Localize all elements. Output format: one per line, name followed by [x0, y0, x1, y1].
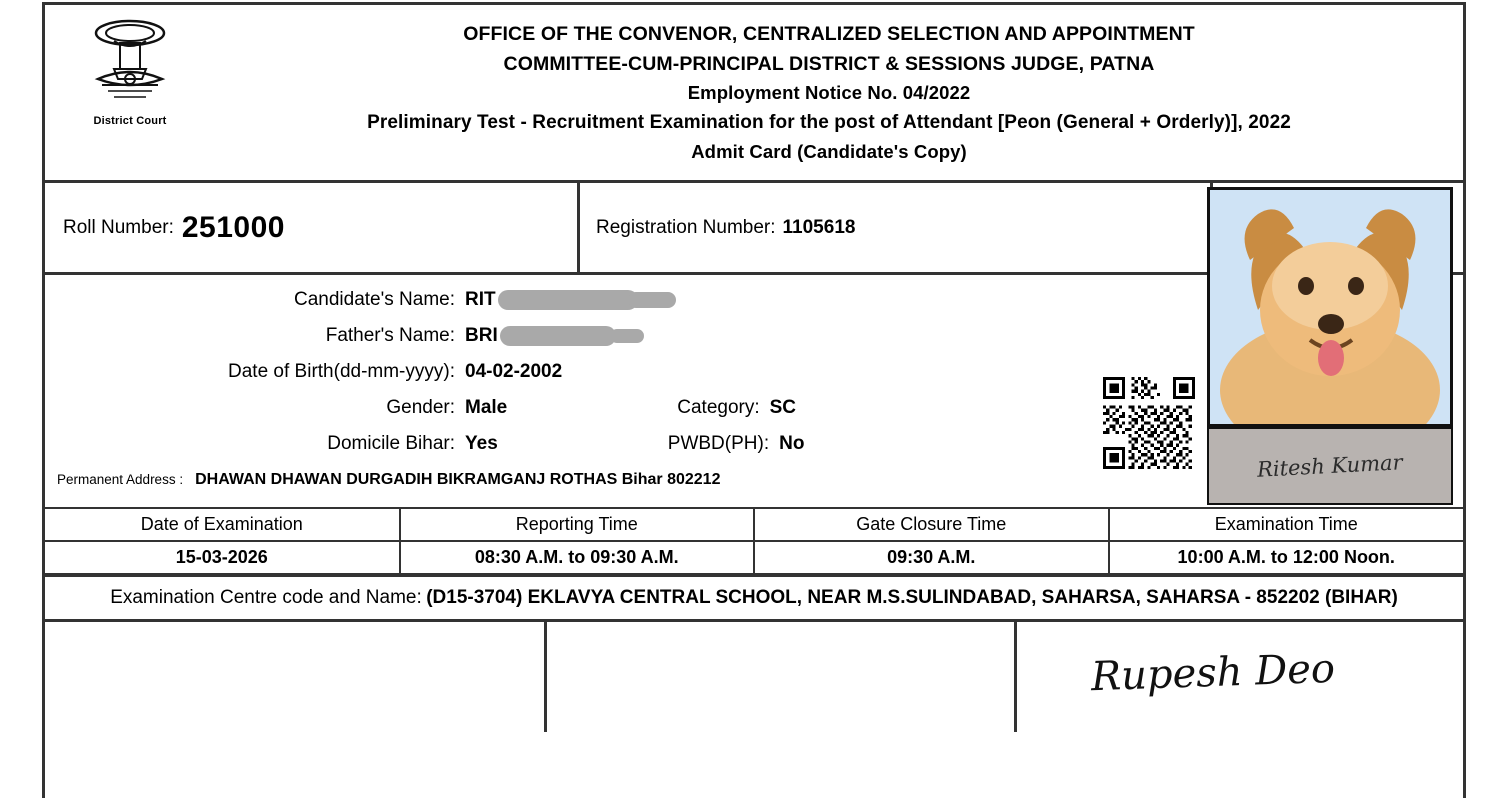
registration-number-value: 1105618	[782, 216, 856, 238]
col-header-date: Date of Examination	[45, 509, 400, 541]
candidate-signature-box	[1207, 427, 1453, 505]
exam-schedule-table	[45, 509, 1463, 575]
header-title-block	[215, 5, 1463, 180]
candidate-name-redaction	[498, 290, 638, 310]
header-line-3: Employment Notice No. 04/2022	[687, 82, 971, 104]
domicile-label: Domicile Bihar:	[327, 433, 455, 454]
emblem-cell	[45, 5, 215, 180]
candidate-details-section	[45, 275, 1463, 509]
registration-number-label: Registration Number:	[596, 216, 776, 238]
col-header-reporting-time: Reporting Time	[400, 509, 755, 541]
col-header-exam-time: Examination Time	[1109, 509, 1464, 541]
candidate-name-redaction-2	[628, 292, 676, 308]
domicile-value: Yes	[465, 433, 498, 454]
roll-number-label: Roll Number:	[63, 216, 174, 238]
candidate-name-text: RIT	[465, 289, 496, 310]
card-header	[45, 5, 1463, 183]
permanent-address-label: Permanent Address :	[57, 472, 184, 487]
candidate-signature-text: Ritesh Kumar	[1256, 450, 1404, 482]
district-court-emblem-icon	[62, 13, 198, 125]
candidate-name-value	[465, 289, 676, 311]
father-name-redaction-2	[610, 329, 644, 343]
signature-cell-middle	[547, 622, 1017, 732]
category-value: SC	[769, 397, 797, 418]
candidate-photo	[1207, 187, 1453, 427]
pwbd-value: No	[779, 433, 805, 454]
header-line-2: COMMITTEE-CUM-PRINCIPAL DISTRICT & SESSIONS JUDGE, PATNA	[503, 53, 1155, 76]
exam-centre-row	[45, 575, 1463, 622]
roll-number-cell	[45, 183, 580, 272]
dob-value: 04-02-2002	[465, 361, 563, 382]
exam-centre-label: Examination Centre code and Name:	[110, 587, 422, 608]
signature-cell-left	[45, 622, 547, 732]
col-header-gate-closure: Gate Closure Time	[754, 509, 1109, 541]
cell-exam-date: 15-03-2026	[45, 541, 400, 574]
roll-number-value: 251000	[181, 210, 285, 244]
candidate-name-label: Candidate's Name:	[294, 289, 455, 310]
father-name-label: Father's Name:	[325, 325, 455, 346]
category-label: Category:	[677, 397, 760, 418]
qr-code-icon	[1103, 377, 1195, 469]
father-name-redaction	[500, 326, 616, 346]
officer-signature: Rupesh Deo	[1090, 645, 1336, 701]
father-name-text: BRI	[465, 325, 498, 346]
exam-centre-value: (D15-3704) EKLAVYA CENTRAL SCHOOL, NEAR M.S.SULINDABAD, SAHARSA, SAHARSA - 852202 (BIHAR)	[426, 587, 1398, 608]
dob-label: Date of Birth(dd-mm-yyyy):	[228, 361, 455, 382]
cell-gate-closure-time: 09:30 A.M.	[754, 541, 1109, 574]
signature-row	[45, 622, 1463, 732]
table-header-row	[45, 509, 1463, 541]
father-name-value	[465, 325, 644, 347]
cell-exam-time: 10:00 A.M. to 12:00 Noon.	[1109, 541, 1464, 574]
gender-value: Male	[465, 397, 508, 418]
signature-cell-right	[1017, 622, 1463, 732]
table-row	[45, 541, 1463, 574]
admit-card	[42, 2, 1466, 798]
emblem-label: District Court	[93, 115, 167, 127]
header-line-4: Preliminary Test - Recruitment Examination for the post of Attendant [Peon (General + Orderly)], 2022	[367, 112, 1291, 134]
permanent-address-value: DHAWAN DHAWAN DURGADIH BIKRAMGANJ ROTHAS Bihar 802212	[195, 471, 721, 488]
registration-number-cell	[580, 183, 1213, 272]
cell-reporting-time: 08:30 A.M. to 09:30 A.M.	[400, 541, 755, 574]
header-line-1: OFFICE OF THE CONVENOR, CENTRALIZED SELECTION AND APPOINTMENT	[463, 23, 1195, 45]
gender-label: Gender:	[386, 397, 455, 418]
pwbd-label: PWBD(PH):	[667, 433, 770, 454]
header-line-5: Admit Card (Candidate's Copy)	[691, 140, 967, 162]
